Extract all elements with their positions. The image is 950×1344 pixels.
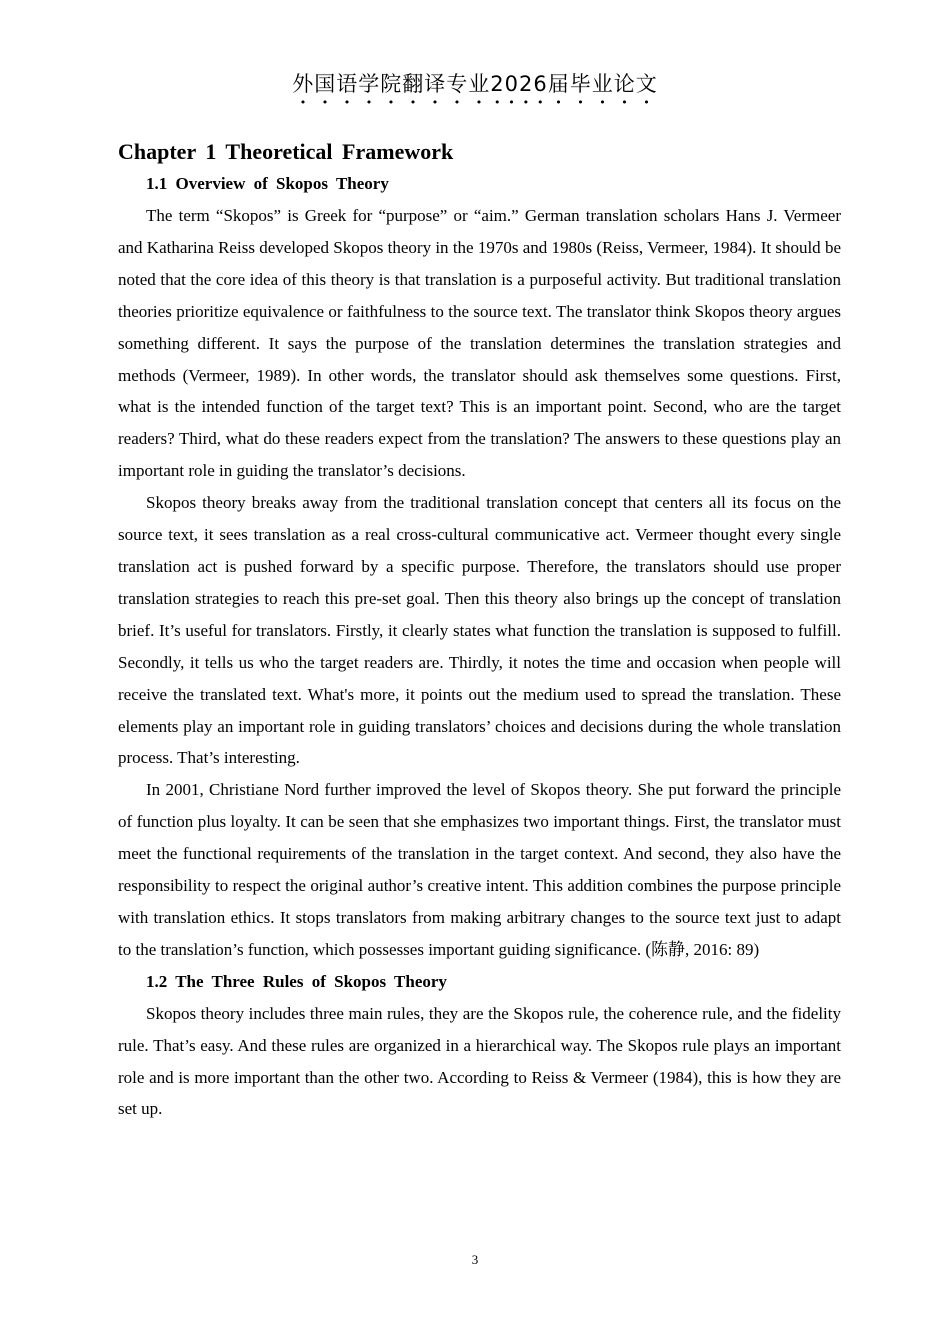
header-title: 外国语学院翻译专业2026届毕业论文 xyxy=(292,72,658,96)
section-heading-1-1: 1.1 Overview of Skopos Theory xyxy=(146,174,389,193)
paragraph: Skopos theory includes three main rules, they are the Skopos rule, the coherence rule, and the fidelity rule. That’s easy. And these rules are organized in a hierarchical way. The Skopos rule plays an important role and is more important than the other two. According to Reiss & Vermeer (1984), this is how they are set up. xyxy=(118,1003,841,1119)
main-content xyxy=(118,136,841,1125)
running-header xyxy=(0,68,950,109)
paragraph: The term “Skopos” is Greek for “purpose” or “aim.” German translation scholars Hans J. Vermeer and Katharina Reiss developed Skopos theory in the 1970s and 1980s (Reiss, Vermeer, 1984). It should be noted that the core idea of this theory is that translation is a purposeful activity. But traditional translation theories prioritize equivalence or faithfulness to the source text. The translator think Skopos theory argues something different. It says the purpose of the translation determines the translation strategies and methods (Vermeer, 1989). In other words, the translator should ask themselves some questions. First, what is the intended function of the target text? This is an important point. Second, who are the target readers? Third, what do these readers expect from the translation? The answers to these questions play an important role in guiding the translator’s decisions. xyxy=(118,206,841,481)
chapter-title: Chapter 1 Theoretical Framework xyxy=(118,139,454,164)
page-number: 3 xyxy=(471,1252,479,1267)
section-heading-1-2: 1.2 The Three Rules of Skopos Theory xyxy=(146,971,447,991)
paragraph: In 2001, Christiane Nord further improved the level of Skopos theory. She put forward the principle of function plus loyalty. It can be seen that she emphasizes two important things. First, the translator must meet the functional requirements of the translation in the target context. And second, they also have the responsibility to respect the original author’s creative intent. This addition combines the purpose principle with translation ethics. It stops translators from making arbitrary changes to the source text just to adapt to the translation’s function, which possesses important guiding significance. (陈静, 2016: 89) xyxy=(118,780,841,959)
paragraph: Skopos theory breaks away from the traditional translation concept that centers all its focus on the source text, it sees translation as a real cross-cultural communicative act. Vermeer thought every single translation act is pushed forward by a specific purpose. Therefore, the translators should use proper translation strategies to reach this pre-set goal. Then this theory also brings up the concept of translation brief. It’s useful for translators. Firstly, it clearly states what function the translation is supposed to fulfill. Secondly, it tells us who the target readers are. Thirdly, it notes the time and occasion when people will receive the translated text. What's more, it points out the medium used to spread the translation. These elements play an important role in guiding translators’ choices and decisions during the whole translation process. That’s interesting. xyxy=(118,493,841,768)
